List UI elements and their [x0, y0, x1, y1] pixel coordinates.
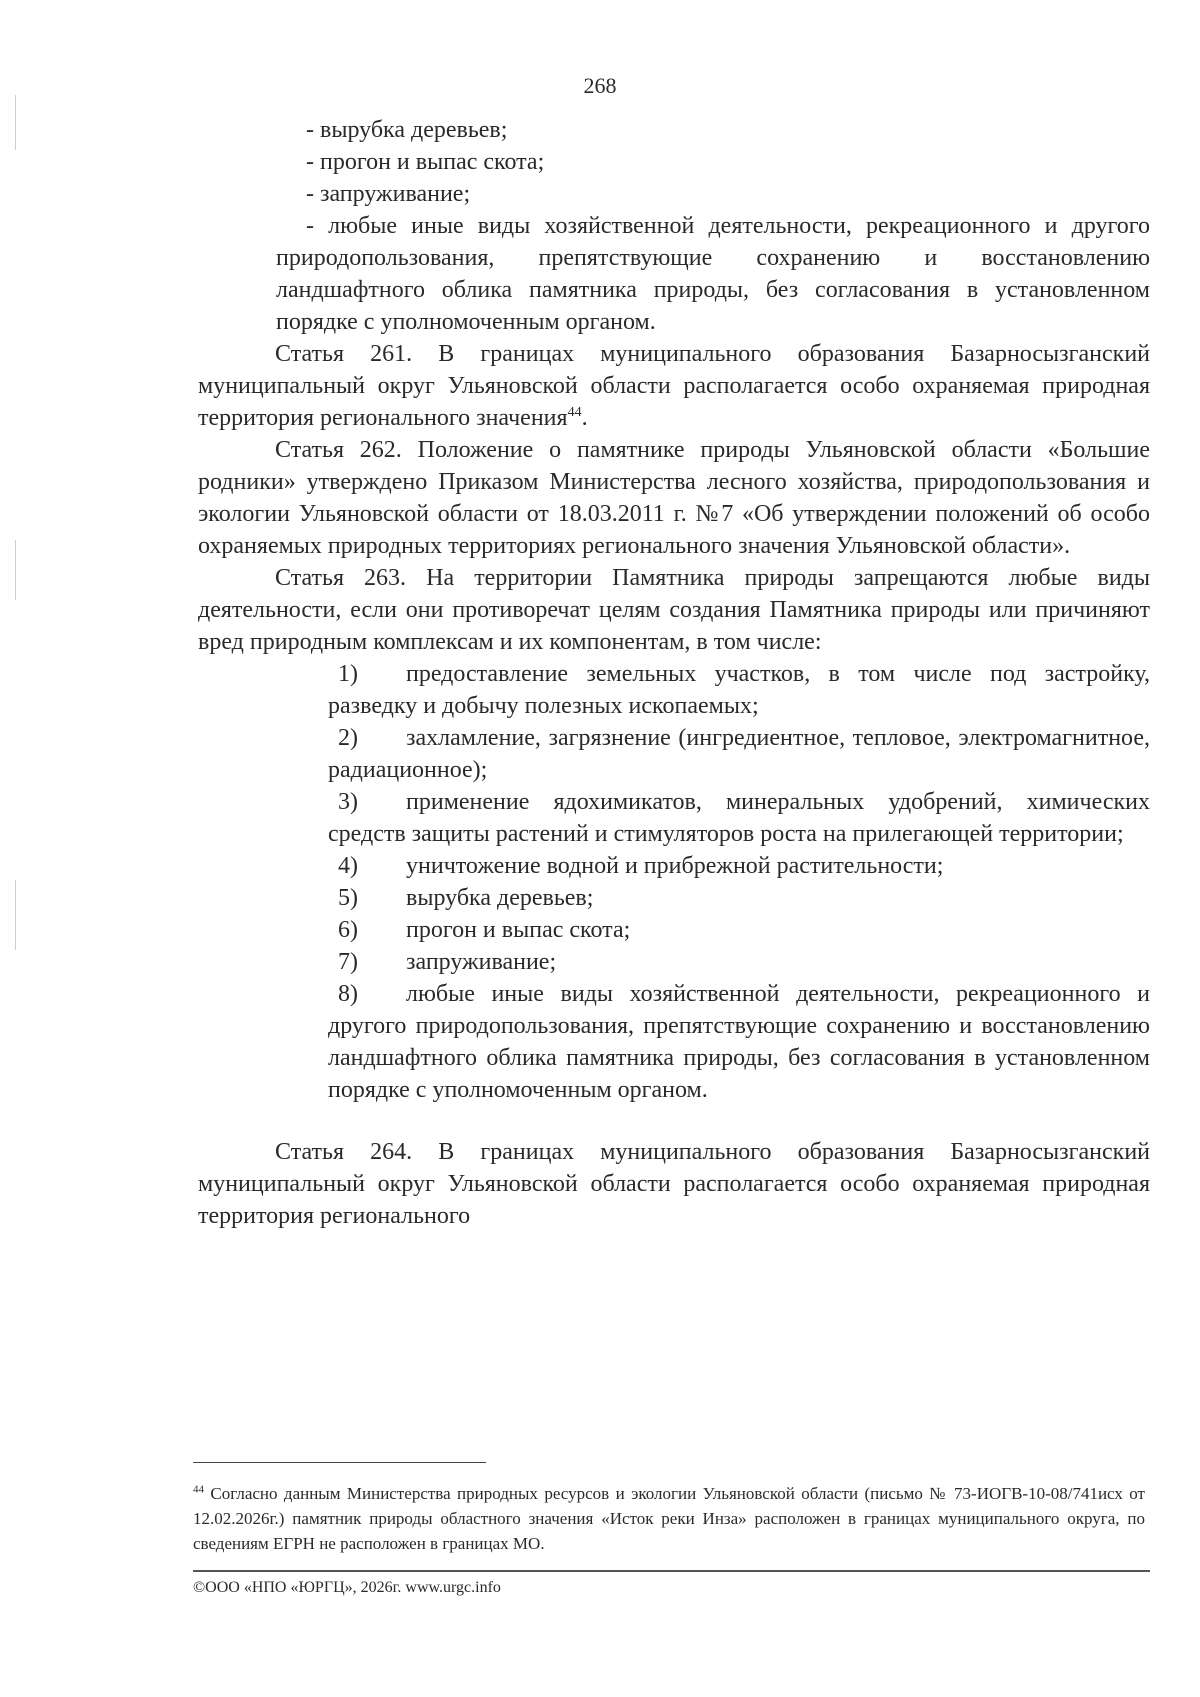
list-item-number: 7): [338, 949, 358, 975]
main-text: [198, 114, 1150, 1232]
footnote-separator: [193, 1462, 486, 1463]
article-number: Статья 263.: [275, 565, 407, 591]
list-item: [328, 978, 1150, 1106]
article-262: [198, 434, 1150, 562]
article-text: На территории Памятника природы запрещаются любые виды деятельности, если они противоречат целям создания Памятника природы или причиняют вред природным комплексам и их компонентам, в том числе:: [198, 565, 1151, 655]
footnote-mark: 44: [193, 1483, 204, 1496]
article-261: [198, 338, 1150, 434]
page-number: 268: [583, 73, 617, 98]
article-263: [198, 562, 1150, 658]
footer-copyright: ©ООО «НПО «ЮРГЦ», 2026г. www.urgc.info: [193, 1579, 501, 1596]
list-item: [328, 722, 1150, 786]
list-item: [328, 914, 1150, 946]
list-item-number: 8): [338, 981, 358, 1007]
list-item-number: 2): [338, 725, 358, 751]
list-item-number: 4): [338, 853, 358, 879]
list-item-number: 3): [338, 789, 358, 815]
dash-item: - прогон и выпас скота;: [306, 149, 545, 175]
article-text-end: .: [581, 405, 588, 431]
list-item: [328, 850, 1150, 882]
article-number: Статья 264.: [275, 1139, 413, 1165]
scan-edge-mark: [15, 95, 16, 150]
footnote: [193, 1481, 1145, 1556]
list-item: [328, 946, 1150, 978]
article-number: Статья 261.: [275, 341, 413, 367]
dash-item: - вырубка деревьев;: [306, 117, 508, 143]
article-number: Статья 262.: [275, 437, 402, 463]
list-item-number: 6): [338, 917, 358, 943]
list-item-text: применение ядохимикатов, минеральных удобрений, химических средств защиты растений и стимуляторов роста на прилегающей территории;: [328, 789, 1150, 847]
list-item-text: любые иные виды хозяйственной деятельности, рекреационного и другого природопользования, препятствующие сохранению и восстановлению ландшафтного облика памятника природы, без согласования в установленном порядке с уполномоченным органом.: [328, 981, 1150, 1103]
list-item: [328, 658, 1150, 722]
list-item: [328, 882, 1150, 914]
scan-edge-mark: [15, 540, 16, 600]
list-item-text: запруживание;: [406, 949, 557, 975]
dash-item: - запруживание;: [306, 181, 471, 207]
article-264: [198, 1136, 1150, 1232]
list-item: [328, 786, 1150, 850]
list-item-text: вырубка деревьев;: [406, 885, 594, 911]
list-item-text: предоставление земельных участков, в том числе под застройку, разведку и добычу полезных ископаемых;: [328, 661, 1150, 719]
article-text: В границах муниципального образования Базарносызганский муниципальный округ Ульяновской области располагается особо охраняемая природная территория регионального значения: [198, 341, 1150, 431]
list-item-number: 5): [338, 885, 358, 911]
spacer: [198, 1106, 1150, 1136]
footnote-text: Согласно данным Министерства природных ресурсов и экологии Ульяновской области (письмо № 73-ИОГВ-10-08/741исх от 12.02.2026г.) памятник природы областного значения «Исток реки Инза» расположен в границах муниципального округа, по сведениям ЕГРН не расположен в границах МО.: [193, 1484, 1145, 1553]
prohibitions-list: [328, 658, 1150, 1106]
list-item-text: захламление, загрязнение (ингредиентное, тепловое, электромагнитное, радиационное);: [328, 725, 1150, 783]
list-item-text: уничтожение водной и прибрежной растительности;: [406, 853, 944, 879]
dash-item-long: - любые иные виды хозяйственной деятельности, рекреационного и другого природопользования, препятствующие сохранению и восстановлению ландшафтного облика памятника природы, без согласования в установленном порядке с уполномоченным органом.: [276, 213, 1150, 335]
list-item-number: 1): [338, 661, 358, 687]
article-text: В границах муниципального образования Базарносызганский муниципальный округ Ульяновской области располагается особо охраняемая природная территория регионального: [198, 1139, 1150, 1229]
footer-separator: [193, 1570, 1150, 1572]
list-item-text: прогон и выпас скота;: [406, 917, 631, 943]
scan-edge-mark: [15, 880, 16, 950]
footnote-reference[interactable]: 44: [567, 405, 582, 420]
article-text: Положение о памятнике природы Ульяновской области «Большие родники» утверждено Приказом Министерства лесного хозяйства, природопользования и экологии Ульяновской области от 18.03.2011 г. №7 «Об утверждении положений об особо охраняемых природных территориях регионального значения Ульяновской области».: [198, 437, 1151, 559]
